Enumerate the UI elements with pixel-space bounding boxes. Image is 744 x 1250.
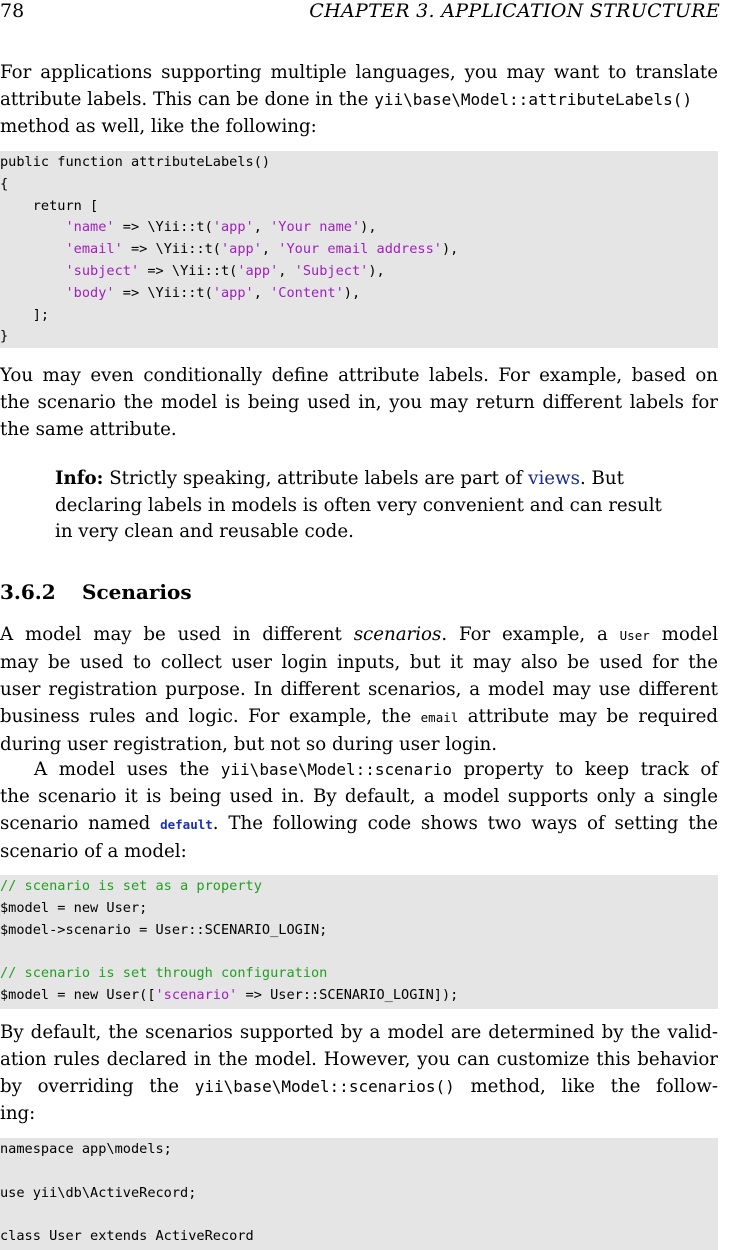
code-line xyxy=(0,1204,718,1226)
code-line xyxy=(0,174,718,196)
code-text: => \Yii::t( xyxy=(139,262,238,279)
section-title: Scenarios xyxy=(82,580,192,604)
code-text: ), xyxy=(343,284,361,301)
inline-code: yii\base\Model::attributeLabels() xyxy=(374,90,693,109)
code-text xyxy=(0,241,65,257)
inline-code-default: default xyxy=(160,817,213,832)
code-line xyxy=(0,1226,718,1248)
code-text xyxy=(0,285,65,301)
inline-code: yii\base\Model::scenarios() xyxy=(194,1077,455,1096)
code-line xyxy=(0,239,718,261)
code-string: 'app' xyxy=(212,284,254,301)
code-line xyxy=(0,898,718,920)
code-text: return [ xyxy=(0,197,99,214)
code-text: => User::SCENARIO_LOGIN]); xyxy=(237,986,459,1003)
code-text: class User extends ActiveRecord xyxy=(0,1228,254,1245)
code-line xyxy=(0,196,718,218)
code-string: 'app' xyxy=(237,262,279,279)
code-line xyxy=(0,963,718,985)
code-block-attribute-labels xyxy=(0,151,718,348)
code-text: , xyxy=(253,284,271,301)
code-line xyxy=(0,326,718,348)
code-text: $model = new User([ xyxy=(0,986,156,1003)
code-text: { xyxy=(0,175,9,192)
code-line xyxy=(0,1139,718,1161)
code-line xyxy=(0,261,718,283)
paragraph-scenario-property: A model uses the yii\base\Model::scenario property to keep track of the scenario it is being used in. By default, a model supports only a single scenario named default. The following code shows two ways of setting the scenario of a model: xyxy=(0,759,718,862)
code-string: 'app' xyxy=(221,241,262,258)
code-block-user-class xyxy=(0,1138,718,1250)
code-line xyxy=(0,152,718,174)
code-text: => \Yii::t( xyxy=(114,284,213,301)
code-text: use yii\db\ActiveRecord; xyxy=(0,1184,197,1201)
code-line xyxy=(0,1183,718,1205)
section-heading xyxy=(0,578,192,606)
paragraph-scenarios-intro: A model may be used in different scenarios. For example, a User model may be used to collect user login inputs, but it may also be used for the user registration purpose. In different scenarios, a model may use different business rules and logic. For example, the email attribute may be required during user registration, but not so during user login. xyxy=(0,624,719,755)
code-line xyxy=(0,876,718,898)
info-box: Info: Strictly speaking, attribute labels are part of views. But declaring labels in models is often very convenient and can result in very clean and reusable code. xyxy=(55,468,662,542)
code-text: , xyxy=(278,262,295,279)
code-line xyxy=(0,1161,718,1183)
code-text xyxy=(0,219,65,235)
section-number: 3.6.2 xyxy=(0,580,56,604)
code-string: 'scenario' xyxy=(155,986,238,1003)
code-string: 'Your email address' xyxy=(278,241,442,258)
page-header xyxy=(0,0,720,24)
code-line xyxy=(0,985,718,1007)
chapter-title: CHAPTER 3. APPLICATION STRUCTURE xyxy=(309,0,720,22)
code-text: => \Yii::t( xyxy=(114,219,213,236)
code-text: $model = new User; xyxy=(0,899,148,916)
code-string: 'Content' xyxy=(270,284,344,301)
page-number: 78 xyxy=(0,0,25,22)
code-string: 'email' xyxy=(65,241,123,258)
paragraph-conditional-labels: You may even conditionally define attribute labels. For example, based on the scenario the model is being used in, you may return different labels for the same attribute. xyxy=(0,365,718,440)
code-line xyxy=(0,305,718,327)
code-text: public function attributeLabels() xyxy=(0,154,271,170)
code-text: , xyxy=(253,219,271,236)
code-text: ), xyxy=(368,262,385,279)
code-string: 'name' xyxy=(65,219,115,236)
code-block-set-scenario xyxy=(0,875,718,1009)
paragraph-scenarios-method: By default, the scenarios supported by a model are determined by the valid- ation rules declared in the model. However, you can customize this behavior by overriding the yii\base\Model::scenarios() method, like the follow- ing: xyxy=(0,1022,718,1124)
info-label: Info: xyxy=(55,468,104,489)
code-text: ), xyxy=(360,219,377,236)
code-line xyxy=(0,217,718,239)
inline-code: User xyxy=(619,628,650,643)
code-text: $model->scenario = User::SCENARIO_LOGIN; xyxy=(0,921,328,938)
code-text: , xyxy=(261,241,279,258)
code-string: 'subject' xyxy=(65,262,140,279)
code-string: 'Subject' xyxy=(294,262,369,279)
views-link[interactable]: views xyxy=(528,468,580,489)
code-text: ), xyxy=(441,241,459,258)
code-text: ]; xyxy=(0,306,50,323)
inline-code: email xyxy=(420,710,459,725)
code-line xyxy=(0,283,718,305)
inline-code: yii\base\Model::scenario xyxy=(220,760,452,779)
code-text: => \Yii::t( xyxy=(122,241,221,258)
code-text: } xyxy=(0,328,9,345)
code-string: 'body' xyxy=(65,284,115,301)
code-line xyxy=(0,941,718,963)
paragraph-translate-labels: For applications supporting multiple languages, you may want to translate attribute labels. This can be done in the yii\base\Model::attributeLabels() method as well, like the following: xyxy=(0,62,718,137)
code-string: 'Your name' xyxy=(270,219,361,236)
code-text: namespace app\models; xyxy=(0,1141,172,1157)
code-line xyxy=(0,920,718,942)
code-comment: // scenario is set through configuration xyxy=(0,965,328,982)
code-text xyxy=(0,263,65,279)
code-string: 'app' xyxy=(212,219,254,236)
code-comment: // scenario is set as a property xyxy=(0,878,262,894)
